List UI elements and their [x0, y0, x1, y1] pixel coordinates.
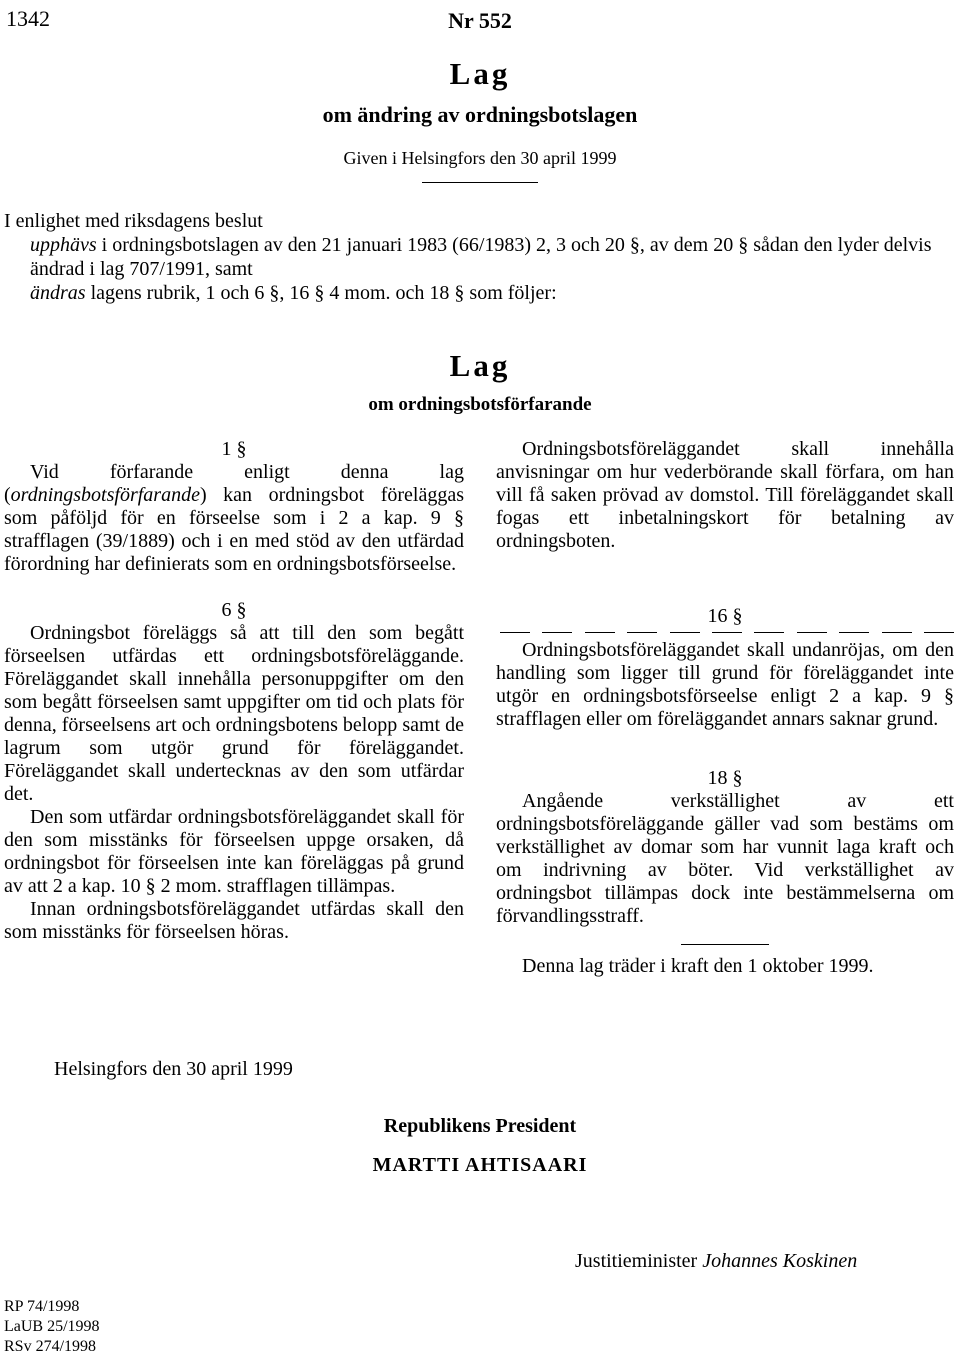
- entry-into-force: Denna lag träder i kraft den 1 oktober 1999.: [522, 955, 874, 977]
- amending-act-title: Lag: [449, 56, 511, 91]
- new-act-subtitle: om ordningsbotsförfarande: [368, 394, 592, 415]
- section-6-paragraph-3: Innan ordningsbotsföreläggandet utfärdas skall den som misstänks för förseelsen höras.: [4, 898, 464, 943]
- given-date: Given i Helsingfors den 30 april 1999: [343, 148, 617, 168]
- section-18-heading: 18 §: [707, 767, 743, 789]
- section-18-text: Angående verkställighet av ett ordningsbotsföreläggande gäller vad som bestäms om verkställighet av domar som har vunnit laga kraft och om indrivning av böter. Vid verkställighet av ordningsbot tillämpas dock inte bestämmelserna om förvandlingsstraff.: [496, 790, 954, 927]
- president-name: MARTTI AHTISAARI: [372, 1154, 588, 1176]
- left-column: [4, 438, 464, 944]
- section-16-heading: 16 §: [707, 605, 743, 627]
- divider: [681, 944, 769, 945]
- preamble-repeal-verb: upphävs: [30, 234, 97, 256]
- omitted-text-dashes: [496, 632, 954, 633]
- minister-title: Justitieminister: [575, 1250, 703, 1272]
- preamble-amend-clause: [4, 281, 956, 305]
- new-act-title: Lag: [449, 348, 511, 383]
- reference-item: RSv 274/1998: [4, 1338, 97, 1355]
- section-1-text-end: ) kan ordningsbot föreläggas som påföljd för en förseelse som i 2 a kap. 9 § strafflagen (39/1889) och i en med stöd av den utfärdad förordning har definierats som en ordningsbotsförseelse.: [4, 484, 464, 575]
- section-1-text-start: Vid förfarande enligt denna lag (: [4, 461, 464, 506]
- divider: [422, 182, 538, 183]
- section-16-text: Ordningsbotsföreläggandet skall undanröjas, om den handling som ligger till grund för föreläggandet inte utgör en ordningsbotsförseelse enligt 2 a kap. 9 § strafflagen eller om föreläggandet annars saknar grund.: [496, 639, 954, 730]
- section-6-heading: 6 §: [221, 599, 247, 621]
- minister-signature: [575, 1250, 857, 1273]
- section-6-paragraph-4: Ordningsbotsföreläggandet skall innehålla anvisningar om hur vederbörande skall förfara, om han vill få saken prövad av domstol. Till föreläggandet skall fogas ett inbetalningskort för betalning av ordningsboten.: [496, 438, 954, 552]
- preamble-repeal-clause: [4, 233, 956, 281]
- amending-act-subtitle: om ändring av ordningsbotslagen: [322, 102, 638, 127]
- document-number: Nr 552: [448, 8, 512, 33]
- section-1-text: [4, 461, 464, 576]
- preamble: [4, 209, 956, 305]
- preamble-amend-text: lagens rubrik, 1 och 6 §, 16 § 4 mom. och 18 § som följer:: [85, 282, 557, 304]
- preamble-amend-verb: ändras: [30, 282, 86, 304]
- place-and-date: Helsingfors den 30 april 1999: [54, 1058, 293, 1080]
- president-title: Republikens President: [383, 1115, 577, 1137]
- preamble-line-1: I enlighet med riksdagens beslut: [4, 210, 263, 232]
- minister-name: Johannes Koskinen: [702, 1250, 858, 1272]
- section-1-defined-term: ordningsbotsförfarande: [10, 484, 200, 506]
- section-6-paragraph-1: Ordningsbot föreläggs så att till den som begått förseelsen utfärdas ett ordningsbotsföreläggande. Föreläggandet skall innehålla personuppgifter om den som begått förseelsen samt uppgifter om tid och plats för denna, förseelsens art och ordningsbotens belopp samt de lagrum som utgör grund för föreläggandet. Föreläggandet skall undertecknas av den som utfärdar det.: [4, 622, 464, 805]
- reference-item: LaUB 25/1998: [4, 1318, 100, 1335]
- right-column: [496, 438, 954, 978]
- section-6-paragraph-2: Den som utfärdar ordningsbotsföreläggandet skall för den som misstänks för förseelsen uppge orsaken, då ordningsbot för förseelsen inte kan föreläggas på grund av att 2 a kap. 10 § 2 mom. strafflagen tillämpas.: [4, 806, 464, 897]
- page-number: 1342: [6, 6, 50, 31]
- section-1-heading: 1 §: [221, 438, 247, 460]
- references: [4, 1297, 100, 1357]
- reference-item: RP 74/1998: [4, 1298, 80, 1315]
- preamble-repeal-text: i ordningsbotslagen av den 21 januari 1983 (66/1983) 2, 3 och 20 §, av dem 20 § sådan den lyder delvis ändrad i lag 707/1991, samt: [30, 234, 932, 280]
